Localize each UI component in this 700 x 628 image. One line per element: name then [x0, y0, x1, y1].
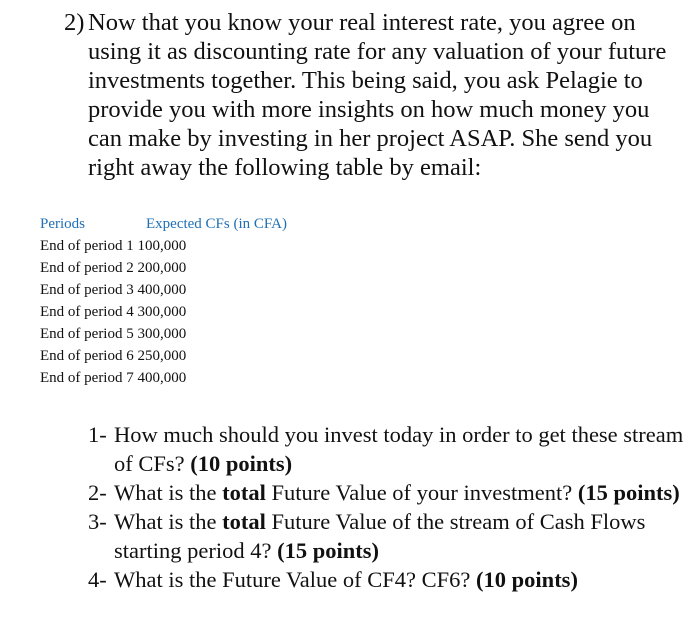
intro-paragraph	[64, 8, 684, 182]
question-item	[88, 420, 688, 478]
question-text: What is the	[114, 480, 223, 505]
table-row: End of period 2 200,000	[40, 260, 187, 276]
question-item-number: 2-	[88, 480, 107, 505]
cash-flow-table	[40, 213, 287, 389]
question-item-number: 3-	[88, 509, 107, 534]
question-item	[88, 565, 688, 594]
question-points: (15 points)	[577, 480, 680, 505]
table-row: End of period 5 300,000	[40, 326, 187, 342]
intro-text: Now that you know your real interest rate, you agree on using it as discounting rate for any valuation of your future investments together. This being said, you ask Pelagie to provide you with more insights on how much money you can make by investing in her project ASAP. She send you right away the following table by email:	[88, 9, 667, 181]
question-text: What is the Future Value of CF4? CF6?	[114, 567, 477, 592]
table-row: End of period 6 250,000	[40, 348, 187, 364]
question-emphasis: total	[222, 480, 266, 505]
question-text: How much should you invest today in order to get these stream of CFs?	[114, 422, 684, 476]
question-item	[88, 507, 688, 565]
table-row: End of period 3 400,000	[40, 282, 187, 298]
question-emphasis: total	[222, 509, 266, 534]
question-item	[88, 478, 688, 507]
header-expected-cfs: Expected CFs (in CFA)	[146, 216, 287, 232]
question-text: Future Value of your investment?	[265, 480, 578, 505]
table-row: End of period 1 100,000	[40, 238, 187, 254]
question-number: 2)	[64, 9, 85, 36]
question-text: Future Value of the stream of Cash Flows starting period 4?	[114, 509, 646, 563]
question-item-number: 1-	[88, 422, 107, 447]
question-item-number: 4-	[88, 567, 107, 592]
question-list	[88, 420, 688, 594]
table-row: End of period 7 400,000	[40, 370, 187, 386]
table-header	[40, 213, 287, 235]
table-row: End of period 4 300,000	[40, 304, 187, 320]
question-text: What is the	[114, 509, 223, 534]
question-points: (15 points)	[277, 538, 379, 563]
question-points: (10 points)	[190, 451, 293, 476]
header-periods: Periods	[40, 216, 85, 232]
question-points: (10 points)	[476, 567, 578, 592]
